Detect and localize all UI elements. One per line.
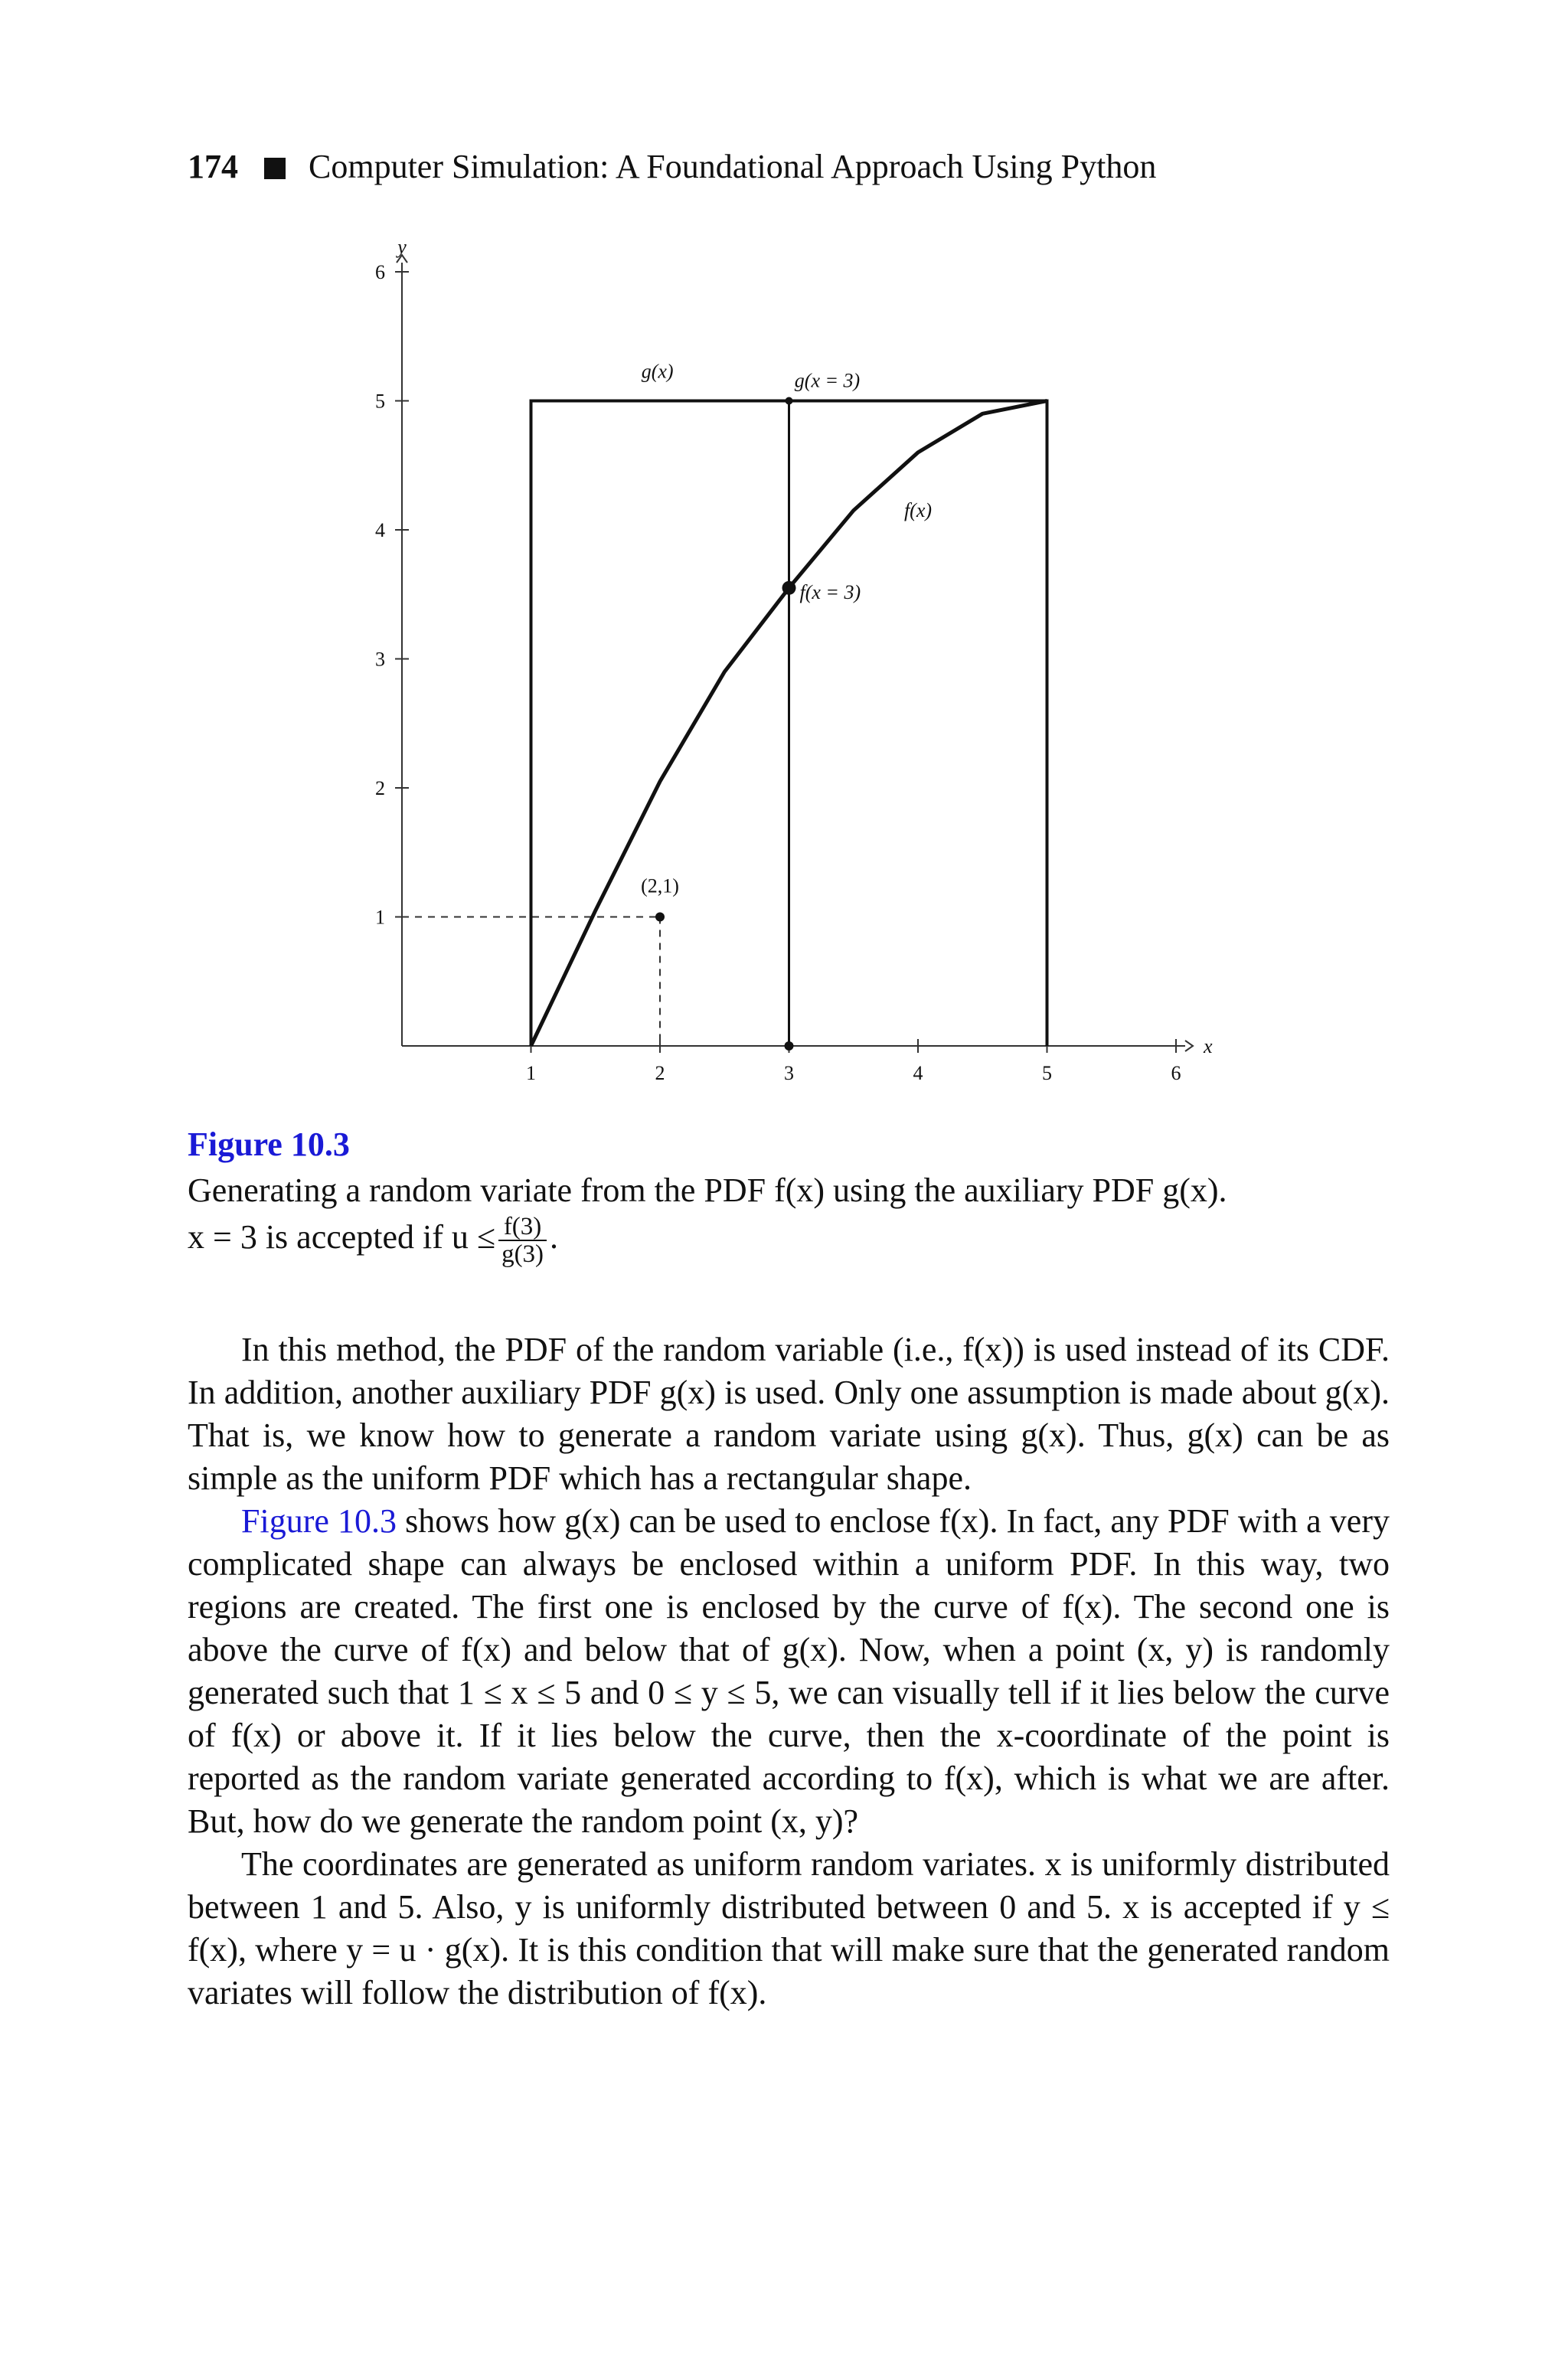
f-of-x-label: f(x) (903, 499, 933, 522)
caption-line-2-end: . (550, 1218, 559, 1256)
y-tick-label-1: 1 (375, 906, 385, 929)
data-point-3 (785, 1041, 794, 1051)
body-text (188, 1328, 1390, 2014)
x-tick-label-1: 1 (526, 1062, 536, 1084)
y-tick-label-6: 6 (375, 261, 385, 283)
data-point-2 (782, 581, 796, 595)
paragraph-3: The coordinates are generated as uniform random variates. x is uniformly distributed between 1 and 5. Also, y is uniformly distributed between 0 and 5. x is accepted if y ≤ f(x), where y = u · g(x). It is this condition that will make sure that the generated random variates will follow the distribution of f(x). (188, 1845, 1390, 2011)
caption-line-2 (188, 1214, 1390, 1267)
x-tick-label-5: 5 (1042, 1062, 1052, 1084)
caption-line-1: Generating a random variate from the PDF f(x) using the auxiliary PDF g(x). (188, 1171, 1227, 1209)
fraction-numerator: f(3) (498, 1214, 547, 1241)
figure-caption (188, 1122, 1390, 1267)
caption-line-2-start: x = 3 is accepted if u ≤ (188, 1218, 496, 1256)
data-point-1 (786, 397, 793, 405)
data-point-4 (655, 913, 665, 922)
caption-fraction (498, 1214, 547, 1267)
figure-chart (0, 0, 1568, 1118)
paragraph-2 (188, 1500, 1390, 1843)
x-tick-label-2: 2 (655, 1062, 665, 1084)
g-of-x-label: g(x) (641, 360, 674, 383)
y-axis-label: y (397, 236, 407, 258)
page-number: 174 (188, 148, 238, 185)
paragraph-1: In this method, the PDF of the random variable (i.e., f(x)) is used instead of its CDF. In addition, another auxiliary PDF g(x) is used. Only one assumption is made about g(x). That is, we know how to generate a random variate using g(x). Thus, g(x) can be as simple as the uniform PDF which has a rectangular shape. (188, 1331, 1390, 1497)
data-point-label-1: g(x = 3) (794, 369, 861, 392)
book-title: Computer Simulation: A Foundational Approach Using Python (309, 148, 1157, 185)
x-tick-label-4: 4 (913, 1062, 923, 1084)
y-tick-label-5: 5 (375, 390, 385, 413)
y-tick-label-4: 4 (375, 519, 385, 541)
x-axis-label: x (1204, 1035, 1213, 1057)
x-tick-label-6: 6 (1171, 1062, 1181, 1084)
x-tick-label-3: 3 (784, 1062, 794, 1084)
data-point-label-2: f(x = 3) (799, 580, 861, 603)
y-tick-label-2: 2 (375, 777, 385, 799)
figure-label: Figure 10.3 (188, 1126, 350, 1163)
data-point-label-4: (2,1) (641, 874, 679, 897)
figure-reference-link[interactable]: Figure 10.3 (241, 1502, 397, 1540)
x-axis-arrow (1185, 1041, 1193, 1051)
paragraph-2-text: shows how g(x) can be used to enclose f(x). In fact, any PDF with a very complicated shape can always be enclosed within a uniform PDF. In this way, two regions are created. The first one is enclosed by the curve of f(x). The second one is above the curve of f(x) and below that of g(x). Now, when a point (x, y) is randomly generated such that 1 ≤ x ≤ 5 and 0 ≤ y ≤ 5, we can visually tell if it lies below the curve of f(x) or above it. If it lies below the curve, then the x-coordinate of the point is reported as the random variate generated according to f(x), which is what we are after. But, how do we generate the random point (x, y)? (188, 1502, 1390, 1840)
y-tick-label-3: 3 (375, 648, 385, 671)
fraction-denominator: g(3) (501, 1240, 544, 1268)
